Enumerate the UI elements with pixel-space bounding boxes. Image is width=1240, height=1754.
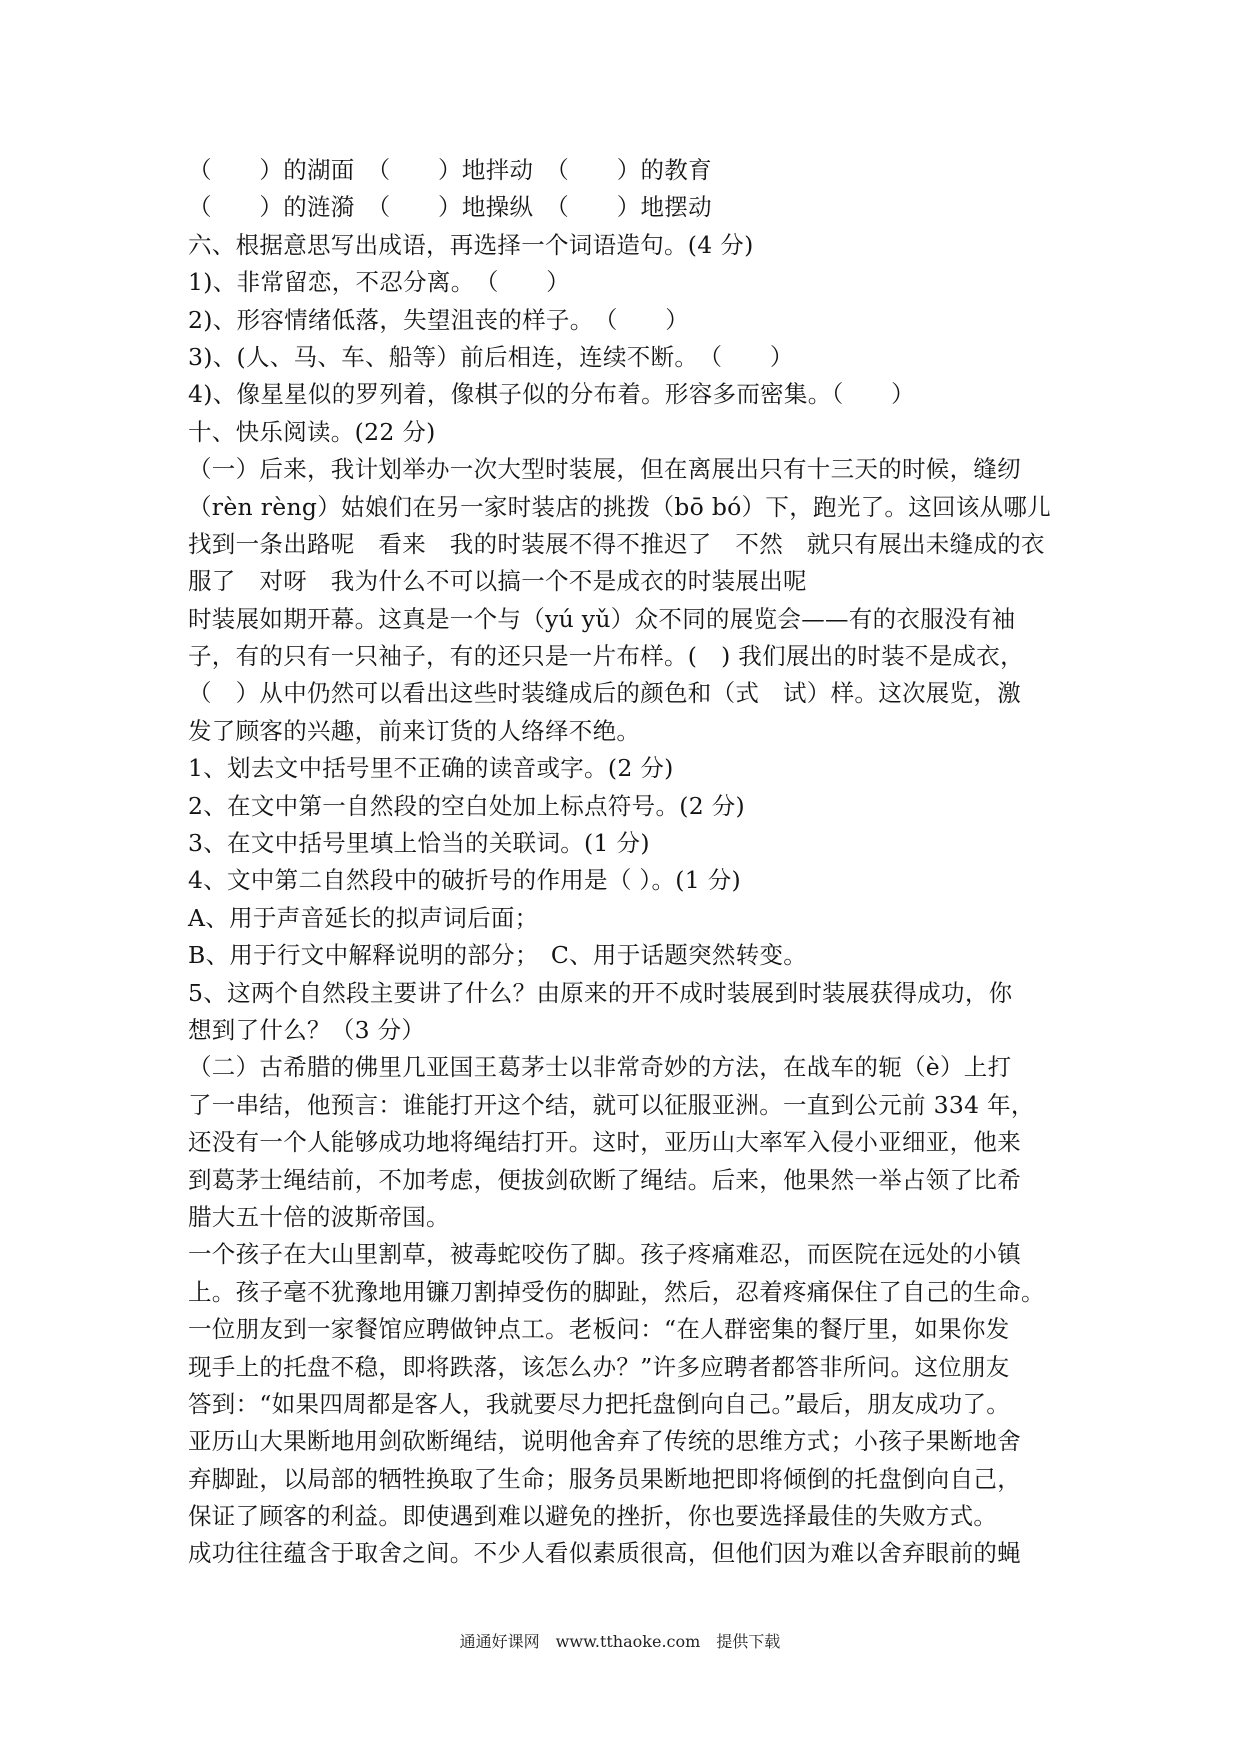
passage-line: 子，有的只有一只袖子，有的还只是一片布样。( ) 我们展出的时装不是成衣， [188, 642, 1024, 671]
passage-line: 一个孩子在大山里割草，被毒蛇咬伤了脚。孩子疼痛难忍，而医院在远处的小镇 [188, 1240, 1021, 1269]
passage-line: 成功往往蕴含于取舍之间。不少人看似素质很高，但他们因为难以舍弃眼前的蝇 [188, 1539, 1021, 1568]
question-item: 2、在文中第一自然段的空白处加上标点符号。(2 分) [188, 791, 746, 820]
question-item: 2)、形容情绪低落，失望沮丧的样子。 （ ） [188, 305, 690, 334]
passage-line: 保证了顾客的利益。即使遇到难以避免的挫折，你也要选择最佳的失败方式。 [188, 1502, 998, 1531]
question-item: 4)、像星星似的罗列着，像棋子似的分布着。形容多而密集。（ ） [188, 380, 915, 409]
passage-line: 一位朋友到一家餐馆应聘做钟点工。老板问：“在人群密集的餐厅里，如果你发 [188, 1315, 1010, 1344]
passage-line: 腊大五十倍的波斯帝国。 [188, 1202, 450, 1231]
section-heading: 十、快乐阅读。(22 分) [188, 417, 436, 446]
question-item: 5、这两个自然段主要讲了什么？由原来的开不成时装展到时装展获得成功，你 [188, 978, 1013, 1007]
passage-line: 发了顾客的兴趣，前来订货的人络绎不绝。 [188, 716, 641, 745]
passage-line: （ ）从中仍然可以看出这些时装缝成后的颜色和（式 试）样。这次展览，激 [188, 679, 1021, 708]
passage-line: （一）后来，我计划举办一次大型时装展，但在离展出只有十三天的时候，缝纫 [188, 455, 1021, 484]
passage-line: （rèn rèng）姑娘们在另一家时装店的挑拨（bō bó）下，跑光了。这回该从哪儿 [188, 492, 1052, 521]
answer-option: B、用于行文中解释说明的部分； C、用于话题突然转变。 [188, 941, 808, 970]
question-item: 1)、非常留恋，不忍分离。 （ ） [188, 268, 571, 297]
question-item: 4、文中第二自然段中的破折号的作用是（ ）。(1 分) [188, 866, 742, 895]
text-line: （ ）的涟漪 （ ）地操纵 （ ）地摆动 [188, 193, 712, 222]
text-line: （ ）的湖面 （ ）地拌动 （ ）的教育 [188, 156, 712, 184]
passage-line: 服了 对呀 我为什么不可以搞一个不是成衣的时装展出呢 [188, 567, 807, 596]
passage-line: 弃脚趾，以局部的牺牲换取了生命；服务员果断地把即将倾倒的托盘倒向自己， [188, 1464, 1021, 1493]
passage-line: （二）古希腊的佛里几亚国王葛茅士以非常奇妙的方法，在战车的轭（è）上打 [188, 1053, 1012, 1082]
passage-line: 找到一条出路呢 看来 我的时装展不得不推迟了 不然 就只有展出未缝成的衣 [188, 529, 1045, 558]
answer-option: A、用于声音延长的拟声词后面； [188, 903, 539, 932]
passage-line: 到葛茅士绳结前，不加考虑，便拔剑砍断了绳结。后来，他果然一举占领了比希 [188, 1165, 1021, 1194]
passage-line: 了一串结，他预言：谁能打开这个结，就可以征服亚洲。一直到公元前 334 年， [188, 1090, 1035, 1119]
section-heading: 六、根据意思写出成语，再选择一个词语造句。(4 分) [188, 230, 754, 259]
passage-line: 上。孩子毫不犹豫地用镰刀割掉受伤的脚趾，然后，忍着疼痛保住了自己的生命。 [188, 1277, 1045, 1306]
question-item: 3、在文中括号里填上恰当的关联词。(1 分) [188, 829, 650, 858]
question-item: 3)、(人、马、车、船等）前后相连，连续不断。 （ ） [188, 342, 794, 371]
document-body [188, 152, 1058, 1573]
passage-line: 时装展如期开幕。这真是一个与（yú yǔ）众不同的展览会——有的衣服没有袖 [188, 604, 1016, 633]
question-item: 1、划去文中括号里不正确的读音或字。(2 分) [188, 754, 674, 783]
page-footer: 通通好课网 www.tthaoke.com 提供下载 [459, 1632, 781, 1651]
question-item: 想到了什么？（3 分） [188, 1015, 426, 1044]
passage-line: 还没有一个人能够成功地将绳结打开。这时，亚历山大率军入侵小亚细亚，他来 [188, 1128, 1021, 1157]
passage-line: 亚历山大果断地用剑砍断绳结，说明他舍弃了传统的思维方式；小孩子果断地舍 [188, 1427, 1021, 1456]
passage-line: 答到：“如果四周都是客人，我就要尽力把托盘倒向自己。”最后，朋友成功了。 [188, 1389, 1011, 1418]
passage-line: 现手上的托盘不稳，即将跌落，该怎么办？”许多应聘者都答非所问。这位朋友 [188, 1352, 1010, 1381]
